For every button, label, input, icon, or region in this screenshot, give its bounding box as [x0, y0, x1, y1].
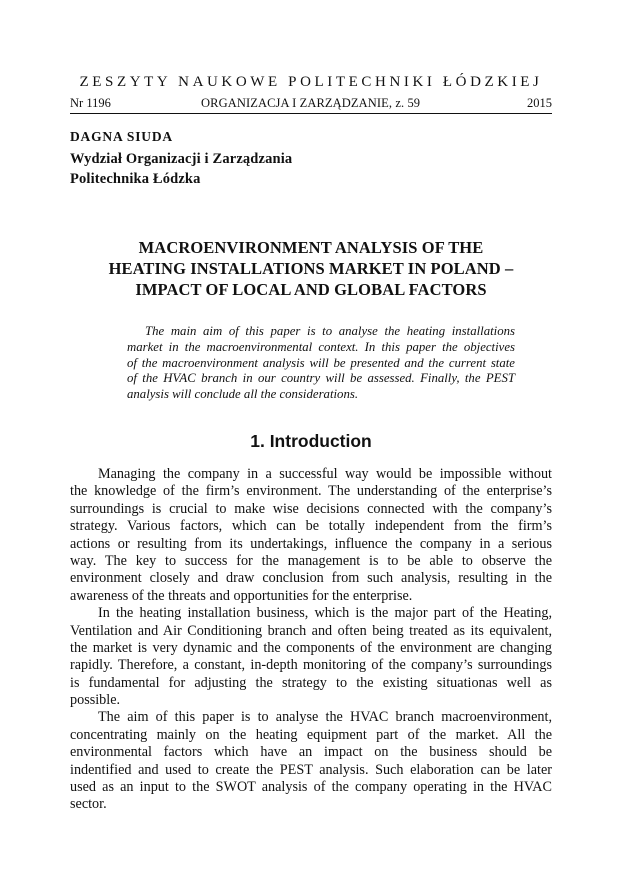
author-name: DAGNA SIUDA	[70, 129, 173, 144]
publication-year: 2015	[527, 96, 552, 110]
abstract-line: of the HVAC branch in our country will be assessed. Finally, the PEST	[127, 371, 515, 386]
issue-info-bar	[70, 96, 552, 114]
body-line: actions or resulting from its undertakings, influence the company in a serious	[70, 535, 552, 552]
body-line: Managing the company in a successful way would be impossible without	[98, 466, 552, 482]
body-line: strategy. Various factors, which can be totally independent from the firm’s	[70, 518, 552, 535]
body-line: rapidly. Therefore, a constant, in-depth monitoring of the company’s surroundings	[70, 657, 552, 674]
journal-title: ZESZYTY NAUKOWE POLITECHNIKI ŁÓDZKIEJ	[79, 74, 543, 90]
body-line: concentrating mainly on the heating equipment part of the market. All the	[70, 726, 552, 743]
body-line: awareness of the threats and opportunities for the enterprise.	[70, 587, 413, 604]
body-line: In the heating installation business, which is the major part of the Heating,	[98, 605, 552, 622]
body-line: environmental factors which have an impact on the business should be	[70, 744, 552, 761]
abstract-line: analysis will conclude all the considerations.	[127, 387, 359, 402]
section-heading: 1. Introduction	[250, 431, 372, 451]
series-name: ORGANIZACJA I ZARZĄDZANIE, z. 59	[201, 96, 421, 110]
author-university: Politechnika Łódzka	[70, 171, 201, 187]
abstract-line: market in the macroenvironmental context. In this paper the objectives	[127, 339, 515, 354]
body-line: The aim of this paper is to analyse the HVAC branch macroenvironment,	[98, 709, 552, 726]
body-line: way. The key to success for the management is to be able to observe the	[70, 552, 552, 569]
body-line: indentified and used to create the PEST analysis. Such elaboration can be later	[70, 761, 552, 778]
paper-title-line: HEATING INSTALLATIONS MARKET IN POLAND –	[108, 259, 514, 278]
body-text	[70, 466, 552, 814]
body-line: environment closely and draw conclusion from such analysis, resulting in the	[70, 570, 552, 587]
body-line: sector.	[70, 796, 107, 813]
paper-title-line: IMPACT OF LOCAL AND GLOBAL FACTORS	[135, 280, 487, 299]
body-line: surroundings is crucial to make wise decisions connected with the company’s	[70, 500, 552, 517]
body-line: Ventilation and Air Conditioning branch and often being treated as its equivalent,	[70, 622, 552, 639]
author-faculty: Wydział Organizacji i Zarządzania	[70, 151, 293, 167]
paper-title-line: MACROENVIRONMENT ANALYSIS OF THE	[138, 238, 484, 257]
body-line: possible.	[70, 692, 121, 709]
abstract	[127, 324, 515, 403]
abstract-line: The main aim of this paper is to analyse the heating installations	[145, 324, 515, 338]
issue-number: Nr 1196	[70, 96, 111, 110]
body-line: used as an input to the SWOT analysis of the company operating in the HVAC	[70, 779, 552, 796]
body-line: the knowledge of the firm’s environment. The understanding of the enterprise’s	[70, 483, 552, 500]
paper-title	[70, 237, 552, 300]
abstract-line: of the macroenvironment analysis will be presented and the current state	[127, 355, 515, 370]
body-line: is fundamental for adjusting the strategy to the existing situationas well as	[70, 674, 552, 691]
body-line: the market is very dynamic and the components of the environment are changing	[70, 639, 552, 656]
